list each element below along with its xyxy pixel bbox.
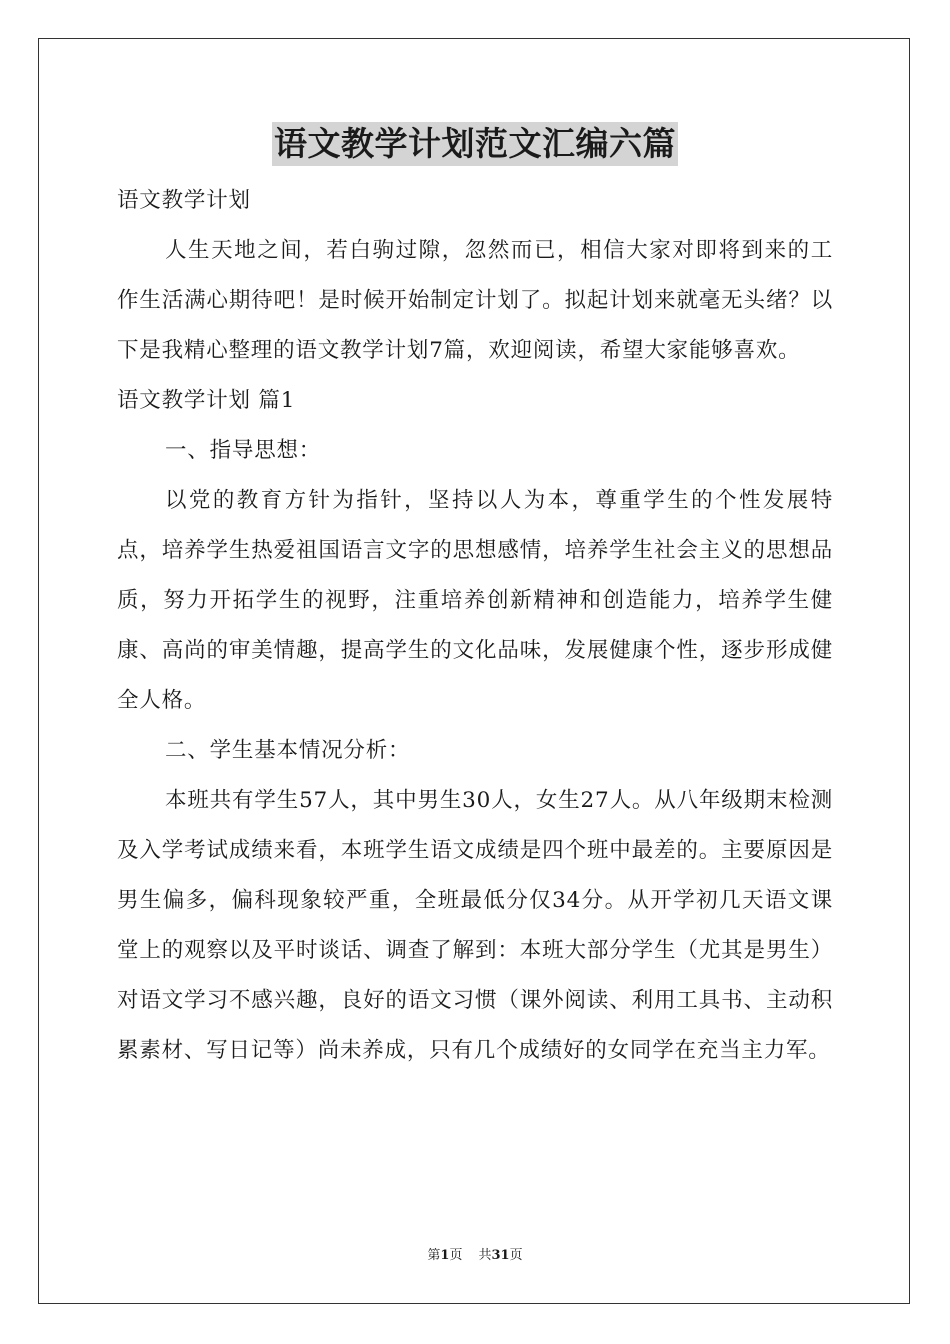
document-body	[117, 176, 833, 1076]
paragraph: 一、指导思想：	[165, 438, 322, 463]
document-title: 语文教学计划范文汇编六篇	[272, 122, 678, 166]
paragraph: 语文教学计划 篇1	[117, 388, 296, 413]
title-block	[0, 122, 950, 166]
total-prefix: 共	[478, 1248, 492, 1263]
paragraph: 以党的教育方针为指针，坚持以人为本，尊重学生的个性发展特点，培养学生热爱祖国语言文字的思想感情，培养学生社会主义的思想品质，努力开拓学生的视野，注重培养创新精神和创造能力，培养学生健康、高尚的审美情趣，提高学生的文化品味，发展健康个性，逐步形成健全人格。	[117, 488, 833, 713]
total-pages: 31	[491, 1248, 510, 1263]
paragraph: 语文教学计划	[117, 188, 251, 213]
total-suffix: 页	[509, 1248, 523, 1263]
page-suffix: 页	[449, 1248, 463, 1263]
page-prefix: 第	[427, 1248, 441, 1263]
paragraph: 本班共有学生57人，其中男生30人，女生27人。从八年级期末检测及入学考试成绩来看，本班学生语文成绩是四个班中最差的。主要原因是男生偏多，偏科现象较严重，全班最低分仅34分。从开学初几天语文课堂上的观察以及平时谈话、调查了解到：本班大部分学生（尤其是男生）对语文学习不感兴趣，良好的语文习惯（课外阅读、利用工具书、主动积累素材、写日记等）尚未养成，只有几个成绩好的女同学在充当主力军。	[117, 788, 833, 1063]
page-footer	[0, 1247, 950, 1265]
paragraph: 人生天地之间，若白驹过隙，忽然而已，相信大家对即将到来的工作生活满心期待吧！是时候开始制定计划了。拟起计划来就毫无头绪？以下是我精心整理的语文教学计划7篇，欢迎阅读，希望大家能够喜欢。	[117, 238, 833, 363]
paragraph: 二、学生基本情况分析：	[165, 738, 411, 763]
page-number: 1	[440, 1248, 450, 1263]
